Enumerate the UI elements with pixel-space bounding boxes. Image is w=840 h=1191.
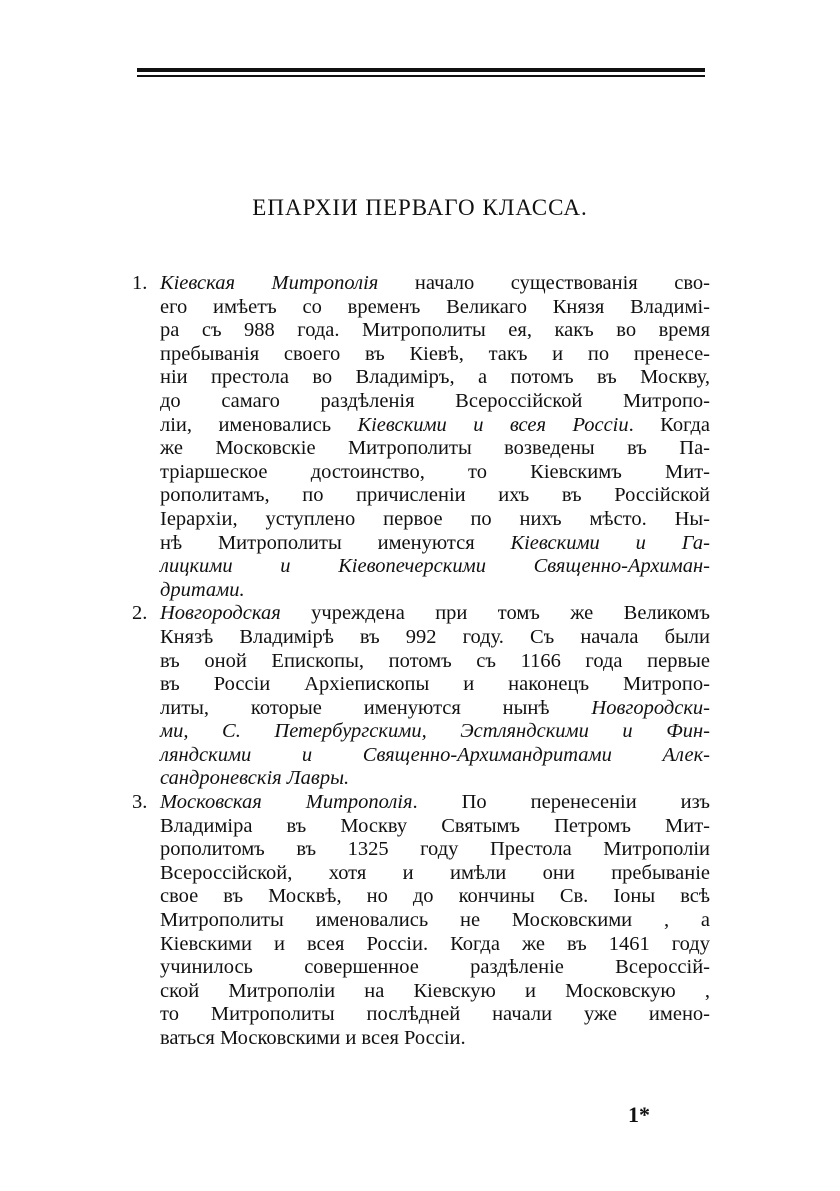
text-line xyxy=(160,650,710,674)
header-rule-thin xyxy=(137,75,705,77)
text-line xyxy=(160,862,710,886)
text-line xyxy=(160,697,710,721)
text-segment: ваться Московскими и всея Россіи. xyxy=(160,1027,466,1049)
text-line xyxy=(160,815,710,839)
text-segment: въ оной Епископы, потомъ съ 1166 года первые xyxy=(160,649,710,672)
entry-number: 3. xyxy=(132,791,148,814)
italic-segment: ми, С. Петербургскими, Эстляндскими и Фин- xyxy=(160,720,710,743)
text-line xyxy=(160,366,710,390)
text-segment: Кіевскими и всея Россіи. Когда же въ 1461 году xyxy=(160,932,710,955)
text-segment: Владиміра въ Москву Святымъ Петромъ Мит- xyxy=(160,814,710,837)
text-line xyxy=(160,980,710,1004)
page-title: ЕПАРХІИ ПЕРВАГО КЛАССА. xyxy=(252,195,588,221)
italic-segment: лицкими и Кіевопечерскими Священно-Архиман- xyxy=(160,555,710,578)
text-segment: же Московскіе Митрополиты возведены въ Па- xyxy=(160,437,710,460)
text-segment: то Митрополиты послѣдней начали уже имено- xyxy=(160,1003,710,1026)
text-line xyxy=(160,555,710,579)
text-segment: его имѣетъ со временъ Великаго Князя Владимі- xyxy=(160,295,710,318)
italic-segment: ляндскими и Священно-Архимандритами Алек- xyxy=(160,743,710,766)
text-segment: свое въ Москвѣ, но до кончины Св. Іоны всѣ xyxy=(160,885,710,908)
text-segment: ніи престола во Владиміръ, а потомъ въ Москву, xyxy=(160,366,710,389)
text-segment: ра съ 988 года. Митрополиты ея, какъ во время xyxy=(160,319,710,342)
text-line xyxy=(160,437,710,461)
entry-number: 1. xyxy=(132,272,148,294)
text-line xyxy=(160,461,710,485)
text-segment: . По перенесеніи изъ xyxy=(412,791,710,814)
text-line xyxy=(160,484,710,508)
italic-segment: Кіевская Митрополія xyxy=(160,272,379,294)
text-segment: въ Россіи Архіепископы и наконецъ Митропо- xyxy=(160,673,710,696)
text-segment: ліи, именовались xyxy=(160,413,358,436)
text-line xyxy=(160,673,710,697)
text-line xyxy=(160,272,710,296)
header-rule-thick xyxy=(137,68,705,72)
text-line xyxy=(160,909,710,933)
text-line xyxy=(160,1003,710,1027)
eparchy-entry xyxy=(130,791,710,1051)
text-segment: литы, которые именуются нынѣ xyxy=(160,696,592,719)
text-line xyxy=(160,626,710,650)
text-line xyxy=(160,720,710,744)
text-line xyxy=(160,1027,710,1051)
text-line xyxy=(160,319,710,343)
text-line xyxy=(160,791,710,815)
text-line xyxy=(160,390,710,414)
text-segment: пребыванія своего въ Кіевѣ, такъ и по пренесе- xyxy=(160,342,710,365)
text-line xyxy=(160,885,710,909)
text-line xyxy=(160,414,710,438)
text-line xyxy=(160,579,710,603)
text-line xyxy=(160,933,710,957)
italic-segment: сандроневскія Лавры. xyxy=(160,767,350,790)
text-segment: рополитомъ въ 1325 году Престола Митрополіи xyxy=(160,838,710,861)
signature-mark: 1* xyxy=(628,1102,650,1127)
italic-segment: Новгородски- xyxy=(591,696,710,719)
text-line xyxy=(160,767,710,791)
text-line xyxy=(160,956,710,980)
text-line xyxy=(160,508,710,532)
text-segment: нѣ Митрополиты именуются xyxy=(160,531,511,554)
italic-segment: дритами. xyxy=(160,578,245,601)
text-segment: Митрополиты именовались не Московскими , а xyxy=(160,909,710,932)
text-segment: ской Митрополіи на Кіевскую и Московскую , xyxy=(160,979,710,1002)
text-segment: Князѣ Владимірѣ въ 992 году. Съ начала были xyxy=(160,625,710,648)
entries-list xyxy=(130,272,710,1051)
eparchy-entry xyxy=(130,602,710,791)
entry-text xyxy=(160,791,710,1051)
eparchy-entry xyxy=(130,272,710,602)
text-line xyxy=(160,602,710,626)
text-line xyxy=(160,296,710,320)
text-segment: до самаго раздѣленія Всероссійской Митропо- xyxy=(160,389,710,412)
text-segment: рополитамъ, по причисленіи ихъ въ Россійской xyxy=(160,484,710,507)
text-segment: Іерархіи, уступлено первое по нихъ мѣсто. Ны- xyxy=(160,507,710,530)
italic-segment: Кіевскими и Га- xyxy=(510,531,710,554)
text-segment: начало существованія сво- xyxy=(378,272,710,294)
text-segment: тріаршеское достоинство, то Кіевскимъ Мит- xyxy=(160,460,710,483)
entry-number: 2. xyxy=(132,602,148,625)
italic-segment: Новгородская xyxy=(160,602,281,625)
text-segment: учинилось совершенное раздѣленіе Всероссій- xyxy=(160,956,710,979)
entry-text xyxy=(160,272,710,602)
text-line xyxy=(160,532,710,556)
text-line xyxy=(160,838,710,862)
text-line xyxy=(160,343,710,367)
italic-segment: Московская Митрополія xyxy=(160,791,413,814)
text-line xyxy=(160,744,710,768)
italic-segment: Кіевскими и всея Россіи xyxy=(357,413,629,436)
text-segment: Всероссійской, хотя и имѣли они пребываніе xyxy=(160,861,710,884)
text-segment: . Когда xyxy=(628,413,711,436)
text-segment: учреждена при томъ же Великомъ xyxy=(280,602,710,625)
entry-text xyxy=(160,602,710,791)
